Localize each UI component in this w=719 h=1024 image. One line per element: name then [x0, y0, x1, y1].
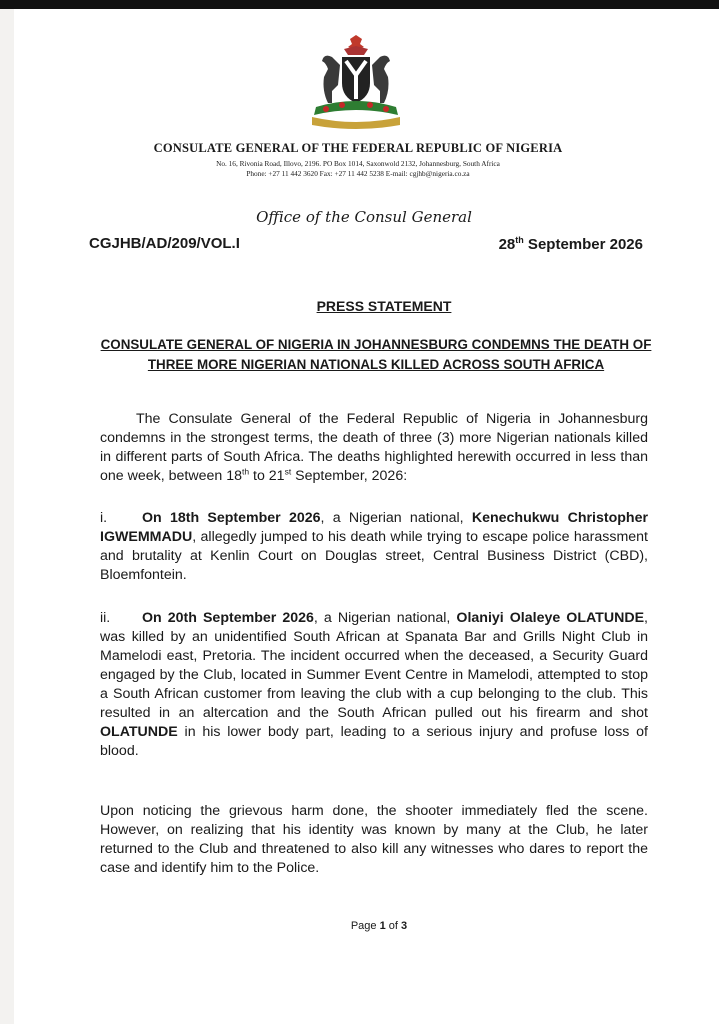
date-day: 28 [498, 236, 516, 253]
document-date [473, 235, 643, 253]
victim-surname: OLATUNDE [100, 724, 178, 740]
incident-date: On 18th September 2026 [142, 510, 321, 526]
address-line: No. 16, Rivonia Road, Illovo, 2196. PO Box 1014, Saxonwold 2132, Johannesburg, South Africa [216, 159, 500, 168]
victim-name: Olaniyi Olaleye OLATUNDE [456, 610, 645, 626]
follow-up-paragraph: Upon noticing the grievous harm done, the shooter immediately fled the scene. However, on realizing that his identity was known by many at the Club, he later returned to the Club and threatened to also kill any witnesses who dares to report the case and identify him to the Police. [100, 803, 648, 876]
office-signature-line: Office of the Consul General [256, 208, 472, 226]
document-page [14, 9, 719, 1024]
date-rest: September 2026 [523, 236, 643, 253]
list-item-1: i. On 18th September 2026, a Nigerian national, Kenechukwu Christopher IGWEMMADU, allegedly jumped to his death while trying to escape police harassment and brutality at Kenlin Court on Douglas street, Central Business District (CBD), Bloemfontein. [100, 510, 648, 583]
list-item-2: ii. On 20th September 2026, a Nigerian national, Olaniyi Olaleye OLATUNDE, was killed by an unidentified South African at Spanata Bar and Grills Night Club in Mamelodi east, Pretoria. The incident occurred when the deceased, a Security Guard engaged by the Club, located in Summer Event Centre in Mamelodi, attempted to stop a South African customer from leaving the club with a cup belonging to the club. This resulted in an altercation and the South African pulled out his firearm and shot OLATUNDE in his lower body part, leading to a serious injury and profuse loss of blood. [100, 610, 648, 759]
statement-type: PRESS STATEMENT [316, 298, 452, 314]
organization-name: CONSULATE GENERAL OF THE FEDERAL REPUBLIC OF NIGERIA [153, 141, 563, 155]
intro-paragraph: The Consulate General of the Federal Republic of Nigeria in Johannesburg condemns in the strongest terms, the death of three (3) more Nigerian nationals killed in different parts of South Africa. The deaths highlighted herewith occurred in less than one week, between 18th to 21st September, 2026: [100, 411, 648, 484]
scan-border [0, 0, 719, 9]
list-number: i. [100, 510, 108, 526]
victim-name: Kenechukwu Christopher IGWEMMADU [100, 510, 648, 545]
contact-line: Phone: +27 11 442 3620 Fax: +27 11 442 5238 E-mail: cgjhb@nigeria.co.za [246, 169, 470, 178]
page-indicator: Page 1 of 3 [350, 920, 408, 932]
statement-headline: CONSULATE GENERAL OF NIGERIA IN JOHANNESBURG CONDEMNS THE DEATH OF THREE MORE NIGERIAN NATIONALS KILLED ACROSS SOUTH AFRICA [100, 337, 652, 372]
list-number: ii. [100, 610, 111, 626]
nigeria-coat-of-arms-icon [302, 35, 410, 131]
reference-number: CGJHB/AD/209/VOL.I [89, 235, 240, 252]
incident-date: On 20th September 2026 [142, 610, 314, 626]
date-suffix: th [515, 235, 524, 245]
